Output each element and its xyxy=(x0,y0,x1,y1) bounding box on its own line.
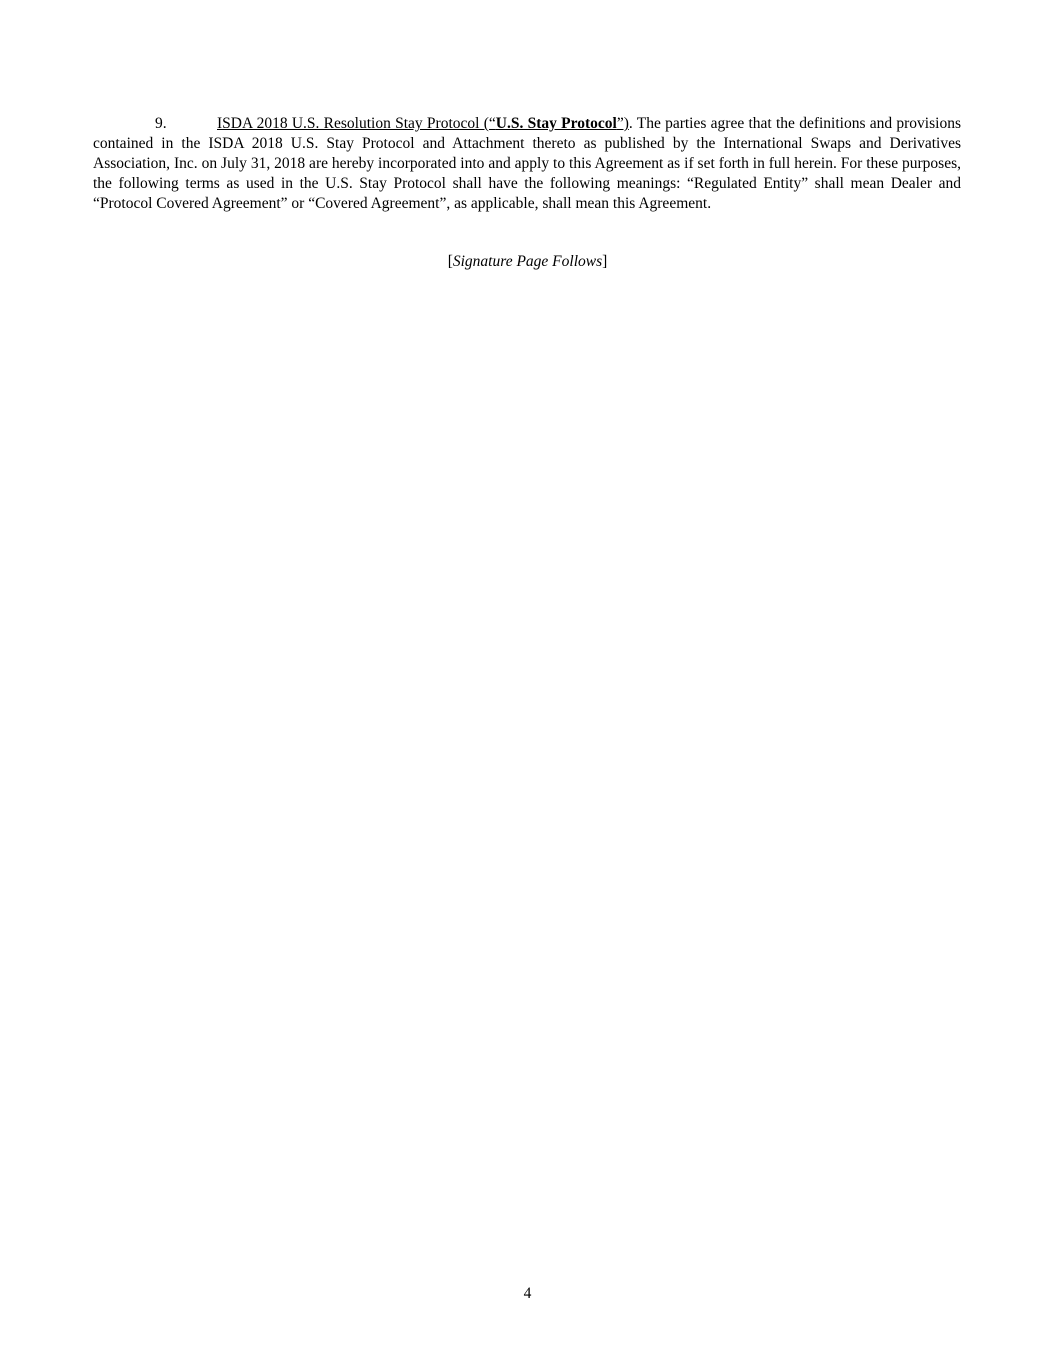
section-body: The parties agree that the definitions and provisions contained in the ISDA 2018 U.S. Stay Protocol and Attachment thereto as published by the International Swaps and Derivatives Association, Inc. on July 31, 2018 are hereby incorporated into and apply to this Agreement as if set forth in full herein. For these purposes, the following terms as used in the U.S. Stay Protocol shall have the following meanings: “Regulated Entity” shall mean Dealer and “Protocol Covered Agreement” or “Covered Agreement”, as applicable, shall mean this Agreement. xyxy=(93,115,961,212)
signature-page-note: [Signature Page Follows] xyxy=(447,253,608,270)
section-9-paragraph: 9. ISDA 2018 U.S. Resolution Stay Protocol (“U.S. Stay Protocol”). The parties agree that the definitions and provisions contained in the ISDA 2018 U.S. Stay Protocol and Attachment thereto as published by the International Swaps and Derivatives Association, Inc. on July 31, 2018 are hereby incorporated into and apply to this Agreement as if set forth in full herein. For these purposes, the following terms as used in the U.S. Stay Protocol shall have the following meanings: “Regulated Entity” shall mean Dealer and “Protocol Covered Agreement” or “Covered Agreement”, as applicable, shall mean this Agreement. xyxy=(93,115,961,212)
defined-term: U.S. Stay Protocol xyxy=(495,115,617,132)
section-heading: ISDA 2018 U.S. Resolution Stay Protocol (“U.S. Stay Protocol”) xyxy=(217,115,629,132)
signature-page-note-text: Signature Page Follows xyxy=(452,253,603,270)
page-number: 4 xyxy=(523,1285,532,1302)
section-9 xyxy=(93,114,961,214)
section-number: 9. xyxy=(155,115,167,132)
